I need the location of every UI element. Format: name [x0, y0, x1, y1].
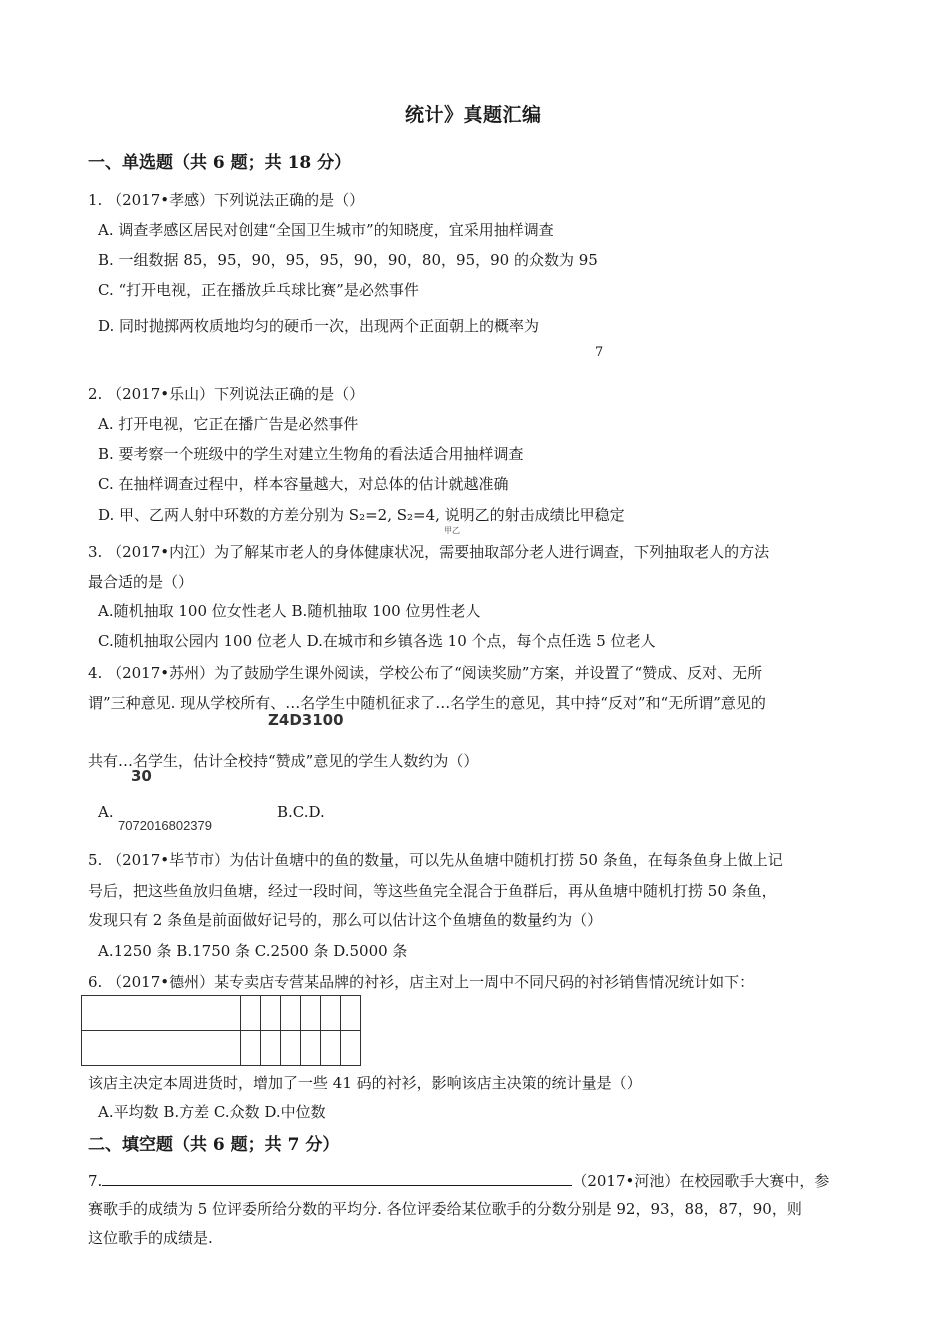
- q7-stem-line3: 这位歌手的成绩是.: [88, 1229, 213, 1247]
- shirt-size-sales-table: [81, 995, 361, 1066]
- q4-stem-line3: 共有…名学生，估计全校持“赞成”意见的学生人数约为（）: [88, 752, 479, 770]
- table-cell: [82, 1031, 241, 1066]
- q4-floating-numbers-2: 30: [131, 767, 152, 785]
- q4-stem-line1: 4. （2017•苏州）为了鼓励学生课外阅读，学校公布了“阅读奖励”方案，并设置了“赞成、反对、无所: [88, 664, 763, 682]
- table-cell: [281, 996, 301, 1031]
- q6-options[interactable]: A.平均数 B.方差 C.众数 D.中位数: [98, 1103, 326, 1121]
- q7-stem-line2: 赛歌手的成绩为 5 位评委所给分数的平均分. 各位评委给某位歌手的分数分别是 92，93，88，87，90，则: [88, 1200, 802, 1218]
- q7-answer-blank[interactable]: [102, 1170, 572, 1186]
- q5-options[interactable]: A.1250 条 B.1750 条 C.2500 条 D.5000 条: [98, 942, 408, 960]
- table-cell: [82, 996, 241, 1031]
- q2-option-b[interactable]: B. 要考察一个班级中的学生对建立生物角的看法适合用抽样调查: [98, 445, 524, 463]
- q1-option-c[interactable]: C. “打开电视，正在播放乒乓球比赛”是必然事件: [98, 281, 419, 299]
- q2-option-c[interactable]: C. 在抽样调查过程中，样本容量越大，对总体的估计就越准确: [98, 475, 509, 493]
- table-cell: [241, 996, 261, 1031]
- q1-option-d-fraction: 7: [595, 345, 604, 360]
- q7-number: 7.: [88, 1172, 103, 1190]
- table-cell: [281, 1031, 301, 1066]
- q2-option-a[interactable]: A. 打开电视，它正在播广告是必然事件: [98, 415, 359, 433]
- section-heading-single-choice: 一、单选题（共 6 题；共 18 分）: [88, 153, 352, 173]
- q1-option-b[interactable]: B. 一组数据 85，95，90，95，95，90，90，80，95，90 的众数为 95: [98, 251, 598, 269]
- q3-options-cd[interactable]: C.随机抽取公园内 100 位老人 D.在城市和乡镇各选 10 个点，每个点任选 5 位老人: [98, 632, 656, 650]
- q2-option-d[interactable]: D. 甲、乙两人射中环数的方差分别为 S₂=2, S₂=4, 说明乙的射击成绩比甲稳定: [98, 506, 625, 524]
- table-cell: [301, 1031, 321, 1066]
- table-cell: [321, 996, 341, 1031]
- q7-stem-line1: （2017•河池）在校园歌手大赛中，参: [572, 1172, 830, 1190]
- table-cell: [301, 996, 321, 1031]
- table-row: [82, 1031, 361, 1066]
- q6-followup: 该店主决定本周进货时，增加了一些 41 码的衬衫，影响该店主决策的统计量是（）: [88, 1074, 642, 1092]
- table-cell: [261, 996, 281, 1031]
- q1-stem: 1. （2017•孝感）下列说法正确的是（）: [88, 191, 365, 209]
- table-cell: [321, 1031, 341, 1066]
- q5-stem-line1: 5. （2017•毕节市）为估计鱼塘中的鱼的数量，可以先从鱼塘中随机打捞 50 条鱼，在每条鱼身上做上记: [88, 851, 783, 869]
- q4-stem-line2: 谓”三种意见. 现从学校所有、…名学生中随机征求了…名学生的意见，其中持“反对”和“无所谓”意见的: [88, 694, 766, 712]
- q2-subscript: 甲乙: [444, 526, 460, 535]
- q3-stem-line2: 最合适的是（）: [88, 573, 194, 591]
- q4-option-a[interactable]: A.: [98, 803, 114, 821]
- q7-line1: [88, 1170, 829, 1191]
- q4-option-numbers: 7072016802379: [118, 818, 212, 833]
- q4-options-bcd[interactable]: B.C.D.: [277, 803, 325, 821]
- table-row: [82, 996, 361, 1031]
- q2-stem: 2. （2017•乐山）下列说法正确的是（）: [88, 385, 365, 403]
- table-cell: [341, 996, 361, 1031]
- q5-stem-line2: 号后，把这些鱼放归鱼塘，经过一段时间，等这些鱼完全混合于鱼群后，再从鱼塘中随机打捞 50 条鱼，: [88, 882, 777, 900]
- table-cell: [241, 1031, 261, 1066]
- q1-option-a[interactable]: A. 调查孝感区居民对创建“全国卫生城市”的知晓度，宜采用抽样调查: [98, 221, 554, 239]
- q3-options-ab[interactable]: A.随机抽取 100 位女性老人 B.随机抽取 100 位男性老人: [98, 602, 481, 620]
- q6-stem: 6. （2017•德州）某专卖店专营某品牌的衬衫，店主对上一周中不同尺码的衬衫销售情况统计如下：: [88, 973, 755, 991]
- table-cell: [261, 1031, 281, 1066]
- q3-stem-line1: 3. （2017•内江）为了解某市老人的身体健康状况，需要抽取部分老人进行调查，下列抽取老人的方法: [88, 543, 770, 561]
- table-cell: [341, 1031, 361, 1066]
- q5-stem-line3: 发现只有 2 条鱼是前面做好记号的，那么可以估计这个鱼塘鱼的数量约为（）: [88, 911, 603, 929]
- q1-option-d[interactable]: D. 同时抛掷两枚质地均匀的硬币一次，出现两个正面朝上的概率为: [98, 317, 540, 335]
- section-heading-fill-in: 二、填空题（共 6 题；共 7 分）: [88, 1135, 340, 1155]
- page-title: 统计》真题汇编: [405, 104, 542, 126]
- q4-floating-numbers-1: Z4D3100: [268, 711, 344, 729]
